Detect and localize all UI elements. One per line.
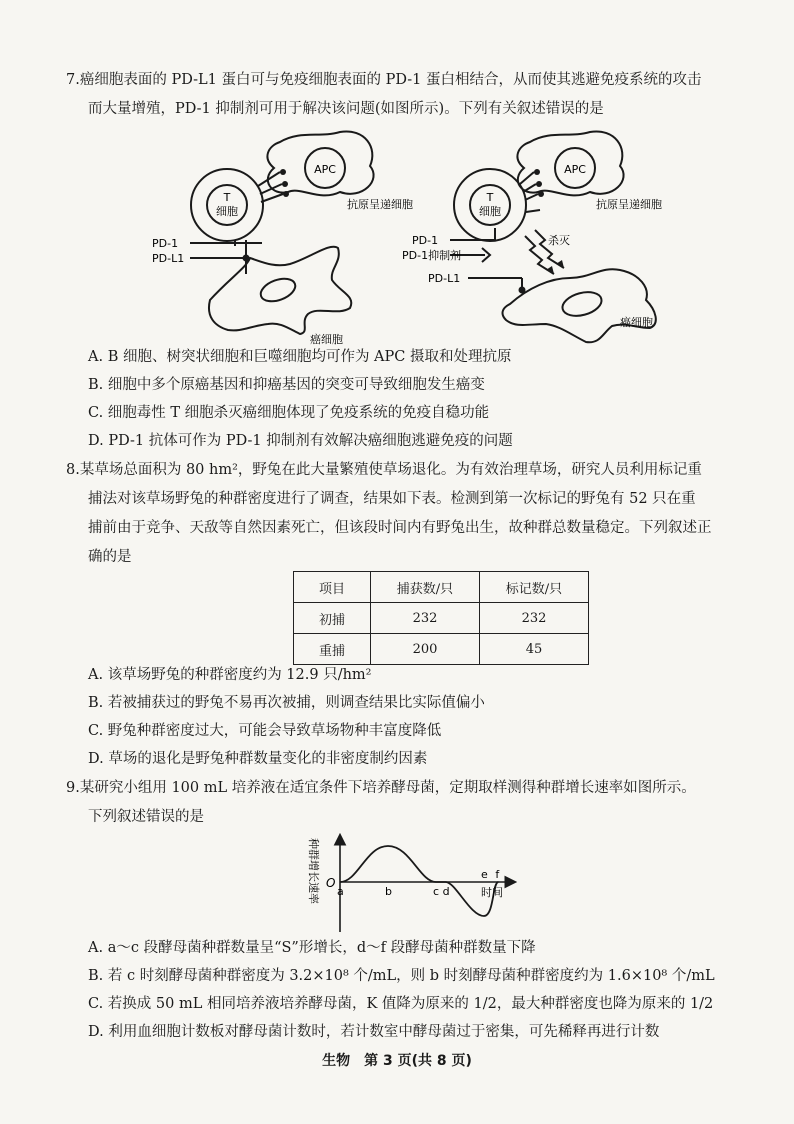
cancer-label-left: 癌细胞 — [310, 333, 343, 346]
pdl1-label-left: PD-L1 — [152, 252, 185, 265]
pdl1-label-right: PD-L1 — [428, 272, 461, 285]
growth-rate-chart — [296, 832, 556, 934]
q7-option-c: C. 细胞毒性 T 细胞杀灭癌细胞体现了免疫系统的免疫自稳功能 — [88, 405, 490, 421]
growth-rate-curve — [340, 846, 498, 916]
cancer-cell-left — [209, 247, 351, 334]
apc-caption-right: 抗原呈递细胞 — [596, 198, 662, 211]
tick-label-d: d — [442, 885, 450, 898]
table-row — [294, 603, 589, 634]
table-cell: 232 — [480, 603, 589, 634]
q9-option-d: D. 利用血细胞计数板对酵母菌计数时，若计数室中酵母菌过于密集，可先稀释再进行计数 — [88, 1024, 660, 1040]
question-8-stem — [66, 456, 756, 572]
tick-label-e: e — [481, 868, 488, 881]
table-cell: 232 — [371, 603, 480, 634]
q8-option-a: A. 该草场野兔的种群密度约为 12.9 只/hm² — [88, 667, 372, 683]
question-9-line-1: 9.某研究小组用 100 mL 培养液在适宜条件下培养酵母菌，定期取样测得种群增长速率如图所示。 — [66, 780, 696, 796]
question-7-line-2: 而大量增殖，PD-1 抑制剂可用于解决该问题(如图所示)。下列有关叙述错误的是 — [88, 101, 604, 117]
inhibitor-label: PD-1抑制剂 — [402, 249, 462, 262]
table-cell: 45 — [480, 634, 589, 665]
question-8-line-1: 8.某草场总面积为 80 hm²，野兔在此大量繁殖使草场退化。为有效治理草场，研究人员利用标记重 — [66, 462, 702, 478]
question-9-stem — [66, 774, 756, 832]
table-cell: 重捕 — [294, 634, 371, 665]
apc-caption-left: 抗原呈递细胞 — [347, 198, 413, 211]
page-footer: 生物 第 3 页(共 8 页) — [322, 1053, 472, 1069]
pd1-label-right: PD-1 — [412, 234, 439, 247]
t-label-right: T — [486, 191, 494, 204]
q9-option-b: B. 若 c 时刻酵母菌种群密度为 3.2×10⁸ 个/mL，则 b 时刻酵母菌种群密度约为 1.6×10⁸ 个/mL — [88, 968, 715, 984]
q9-option-a: A. a～c 段酵母菌种群数量呈“S”形增长，d～f 段酵母菌种群数量下降 — [88, 940, 536, 956]
table-header-cell: 捕获数/只 — [371, 572, 480, 603]
q7-option-d: D. PD-1 抗体可作为 PD-1 抑制剂有效解决癌细胞逃避免疫的问题 — [88, 433, 513, 449]
t-cell-label-right: 细胞 — [479, 205, 501, 218]
question-8-line-4: 确的是 — [88, 549, 132, 565]
question-8-line-3: 捕前由于竞争、天敌等自然因素死亡，但该段时间内有野兔出生，故种群总数量稳定。下列叙述正 — [88, 520, 712, 536]
t-cell-label-left: 细胞 — [216, 205, 238, 218]
tick-label-f: f — [495, 868, 500, 881]
y-axis-label: 种群增长速率 — [307, 838, 320, 904]
t-label-left: T — [223, 191, 231, 204]
cancer-nucleus-right — [560, 288, 604, 320]
tick-labels — [337, 868, 500, 898]
q9-option-c: C. 若换成 50 mL 相同培养液培养酵母菌，K 值降为原来的 1/2，最大种群密度也降为原来的 1/2 — [88, 996, 714, 1012]
question-8-line-2: 捕法对该草场野兔的种群密度进行了调查，结果如下表。检测到第一次标记的野兔有 52 只在重 — [88, 491, 696, 507]
table-header-row — [294, 572, 589, 603]
question-7-stem — [66, 66, 756, 124]
x-axis-label: 时间 — [481, 886, 503, 899]
capture-table — [293, 571, 589, 665]
tick-label-a: a — [337, 885, 344, 898]
table-header-cell: 项目 — [294, 572, 371, 603]
q7-option-a: A. B 细胞、树突状细胞和巨噬细胞均可作为 APC 摄取和处理抗原 — [88, 349, 512, 365]
q8-option-b: B. 若被捕获过的野兔不易再次被捕，则调查结果比实际值偏小 — [88, 695, 485, 711]
q7-option-b: B. 细胞中多个原癌基因和抑癌基因的突变可导致细胞发生癌变 — [88, 377, 485, 393]
apc-label-left: APC — [314, 163, 336, 176]
apc-label-right: APC — [564, 163, 586, 176]
kill-label: 杀灭 — [548, 234, 570, 247]
cancer-label-right: 癌细胞 — [620, 316, 653, 329]
origin-label: O — [326, 876, 336, 890]
tick-label-c: c — [433, 885, 440, 898]
q8-option-c: C. 野兔种群密度过大，可能会导致草场物种丰富度降低 — [88, 723, 442, 739]
tick-label-b: b — [385, 885, 392, 898]
table-cell: 初捕 — [294, 603, 371, 634]
pd1-label-left: PD-1 — [152, 237, 179, 250]
table-row — [294, 634, 589, 665]
table-cell: 200 — [371, 634, 480, 665]
cancer-cell-right — [503, 269, 656, 342]
question-9-line-2: 下列叙述错误的是 — [88, 809, 204, 825]
q8-option-d: D. 草场的退化是野兔种群数量变化的非密度制约因素 — [88, 751, 428, 767]
pd1-figure — [150, 128, 770, 348]
table-header-cell: 标记数/只 — [480, 572, 589, 603]
question-7-line-1: 7.癌细胞表面的 PD-L1 蛋白可与免疫细胞表面的 PD-1 蛋白相结合，从而使其逃避免疫系统的攻击 — [66, 72, 702, 88]
cancer-nucleus-left — [258, 274, 299, 305]
